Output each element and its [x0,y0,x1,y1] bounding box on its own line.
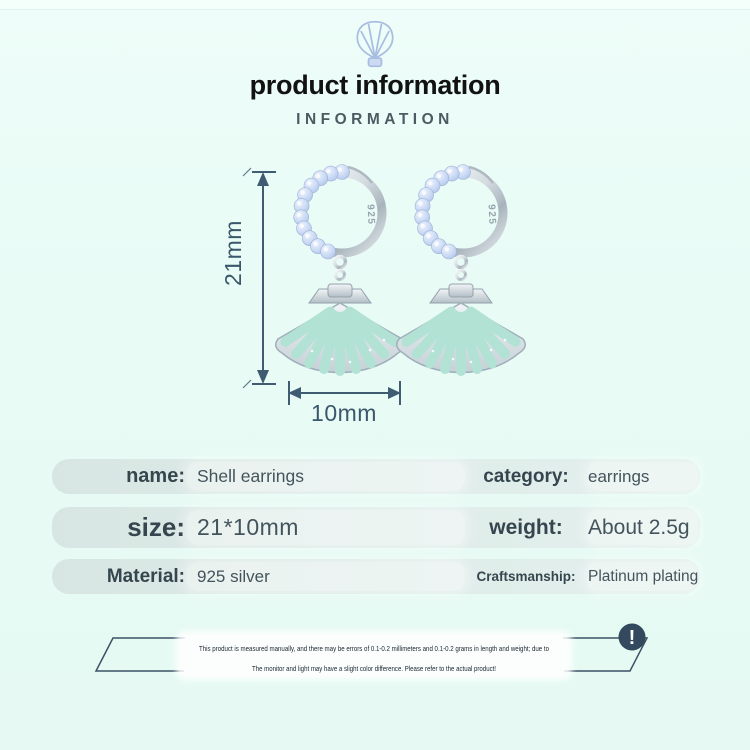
name-label: name: [126,465,185,487]
earring-right-engraving: 925 [485,204,498,226]
spec-row-size-weight [52,507,700,548]
product-diagram [0,148,750,440]
name-value: Shell earrings [197,466,304,486]
craftsmanship-value: Platinum plating [588,567,699,585]
disclaimer-banner [0,608,750,700]
height-label: 21mm [220,220,246,286]
height-dimension [243,168,276,388]
width-label: 10mm [311,400,377,426]
earring-right [397,165,526,373]
spec-row-material-craftsmanship [52,559,700,594]
disclaimer-line-1: This product is measured manually, and there may be errors of 0.1-0.2 millimeters and 0.1-0.2 grams in length and weight; due to [199,644,550,653]
page-title: product information [249,70,501,100]
disclaimer-line-2: The monitor and light may have a slight color difference. Please refer to the actual product! [252,664,496,673]
size-value: 21*10mm [197,514,299,540]
weight-label: weight: [489,515,563,539]
top-band [0,0,750,10]
exclamation-icon [619,624,646,651]
page-subtitle: INFORMATION [296,111,454,128]
size-label: size: [127,512,185,542]
category-label: category: [483,465,569,487]
category-value: earrings [588,466,650,486]
material-value: 925 silver [197,566,270,586]
exclamation-glyph: ! [628,627,636,649]
craftsmanship-label: Craftsmanship: [476,569,576,584]
weight-value: About 2.5g [588,515,690,539]
shell-icon [349,19,401,69]
material-label: Material: [106,565,185,587]
earring-left [276,165,405,373]
earring-left-engraving: 925 [364,204,377,226]
spec-row-name-category [52,459,700,494]
